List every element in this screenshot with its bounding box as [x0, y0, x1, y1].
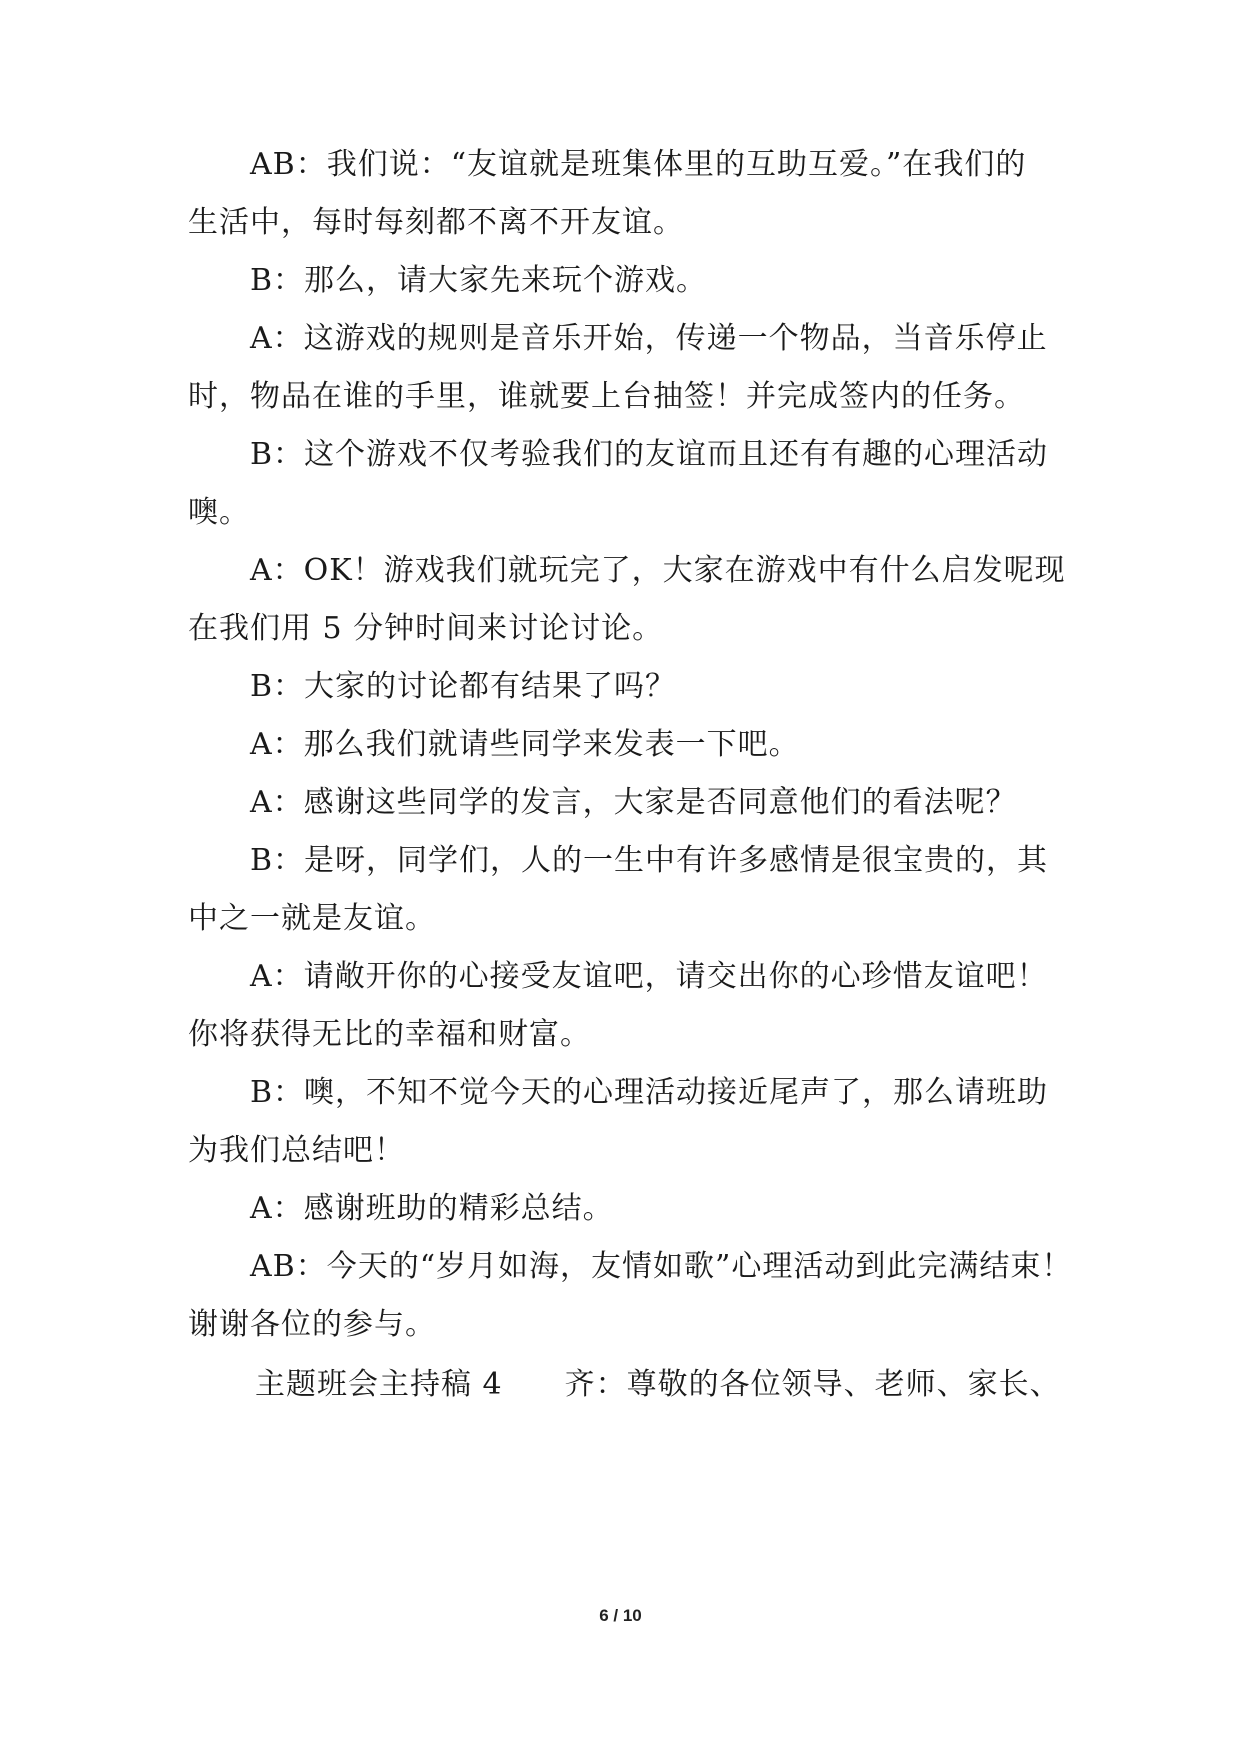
- text-line: 噢。: [188, 495, 250, 530]
- page-indicator: 6 / 10: [599, 1606, 642, 1625]
- text-line: A：OK！游戏我们就玩完了，大家在游戏中有什么启发呢现: [250, 553, 1066, 588]
- text-line: B：那么，请大家先来玩个游戏。: [250, 263, 708, 298]
- text-line: AB：今天的“岁月如海，友情如歌”心理活动到此完满结束！: [250, 1249, 1073, 1284]
- text-line: 中之一就是友谊。: [188, 901, 436, 936]
- text-line: A：这游戏的规则是音乐开始，传递一个物品，当音乐停止: [250, 321, 1048, 356]
- text-line: A：请敞开你的心接受友谊吧，请交出你的心珍惜友谊吧！: [250, 959, 1048, 994]
- text-line: 主题班会主持稿 4 齐：尊敬的各位领导、老师、家长、: [255, 1367, 1061, 1402]
- text-line: 在我们用 5 分钟时间来讨论讨论。: [188, 611, 664, 646]
- text-line: A：感谢班助的精彩总结。: [250, 1191, 614, 1226]
- text-line: A：那么我们就请些同学来发表一下吧。: [250, 727, 800, 762]
- text-line: B：大家的讨论都有结果了吗？: [250, 669, 677, 704]
- text-line: 生活中，每时每刻都不离不开友谊。: [188, 205, 684, 240]
- text-line: 为我们总结吧！: [188, 1133, 405, 1168]
- text-line: B：是呀，同学们，人的一生中有许多感情是很宝贵的，其: [250, 843, 1049, 878]
- text-line: B：这个游戏不仅考验我们的友谊而且还有有趣的心理活动: [250, 437, 1049, 472]
- text-line: AB：我们说：“友谊就是班集体里的互助互爱。”在我们的: [250, 147, 1027, 182]
- text-line: 谢谢各位的参与。: [188, 1307, 436, 1342]
- text-line: 时，物品在谁的手里，谁就要上台抽签！并完成签内的任务。: [188, 379, 1025, 414]
- text-line: 你将获得无比的幸福和财富。: [188, 1017, 591, 1052]
- text-line: B：噢，不知不觉今天的心理活动接近尾声了，那么请班助: [250, 1075, 1049, 1110]
- text-line: A：感谢这些同学的发言，大家是否同意他们的看法呢？: [250, 785, 1017, 820]
